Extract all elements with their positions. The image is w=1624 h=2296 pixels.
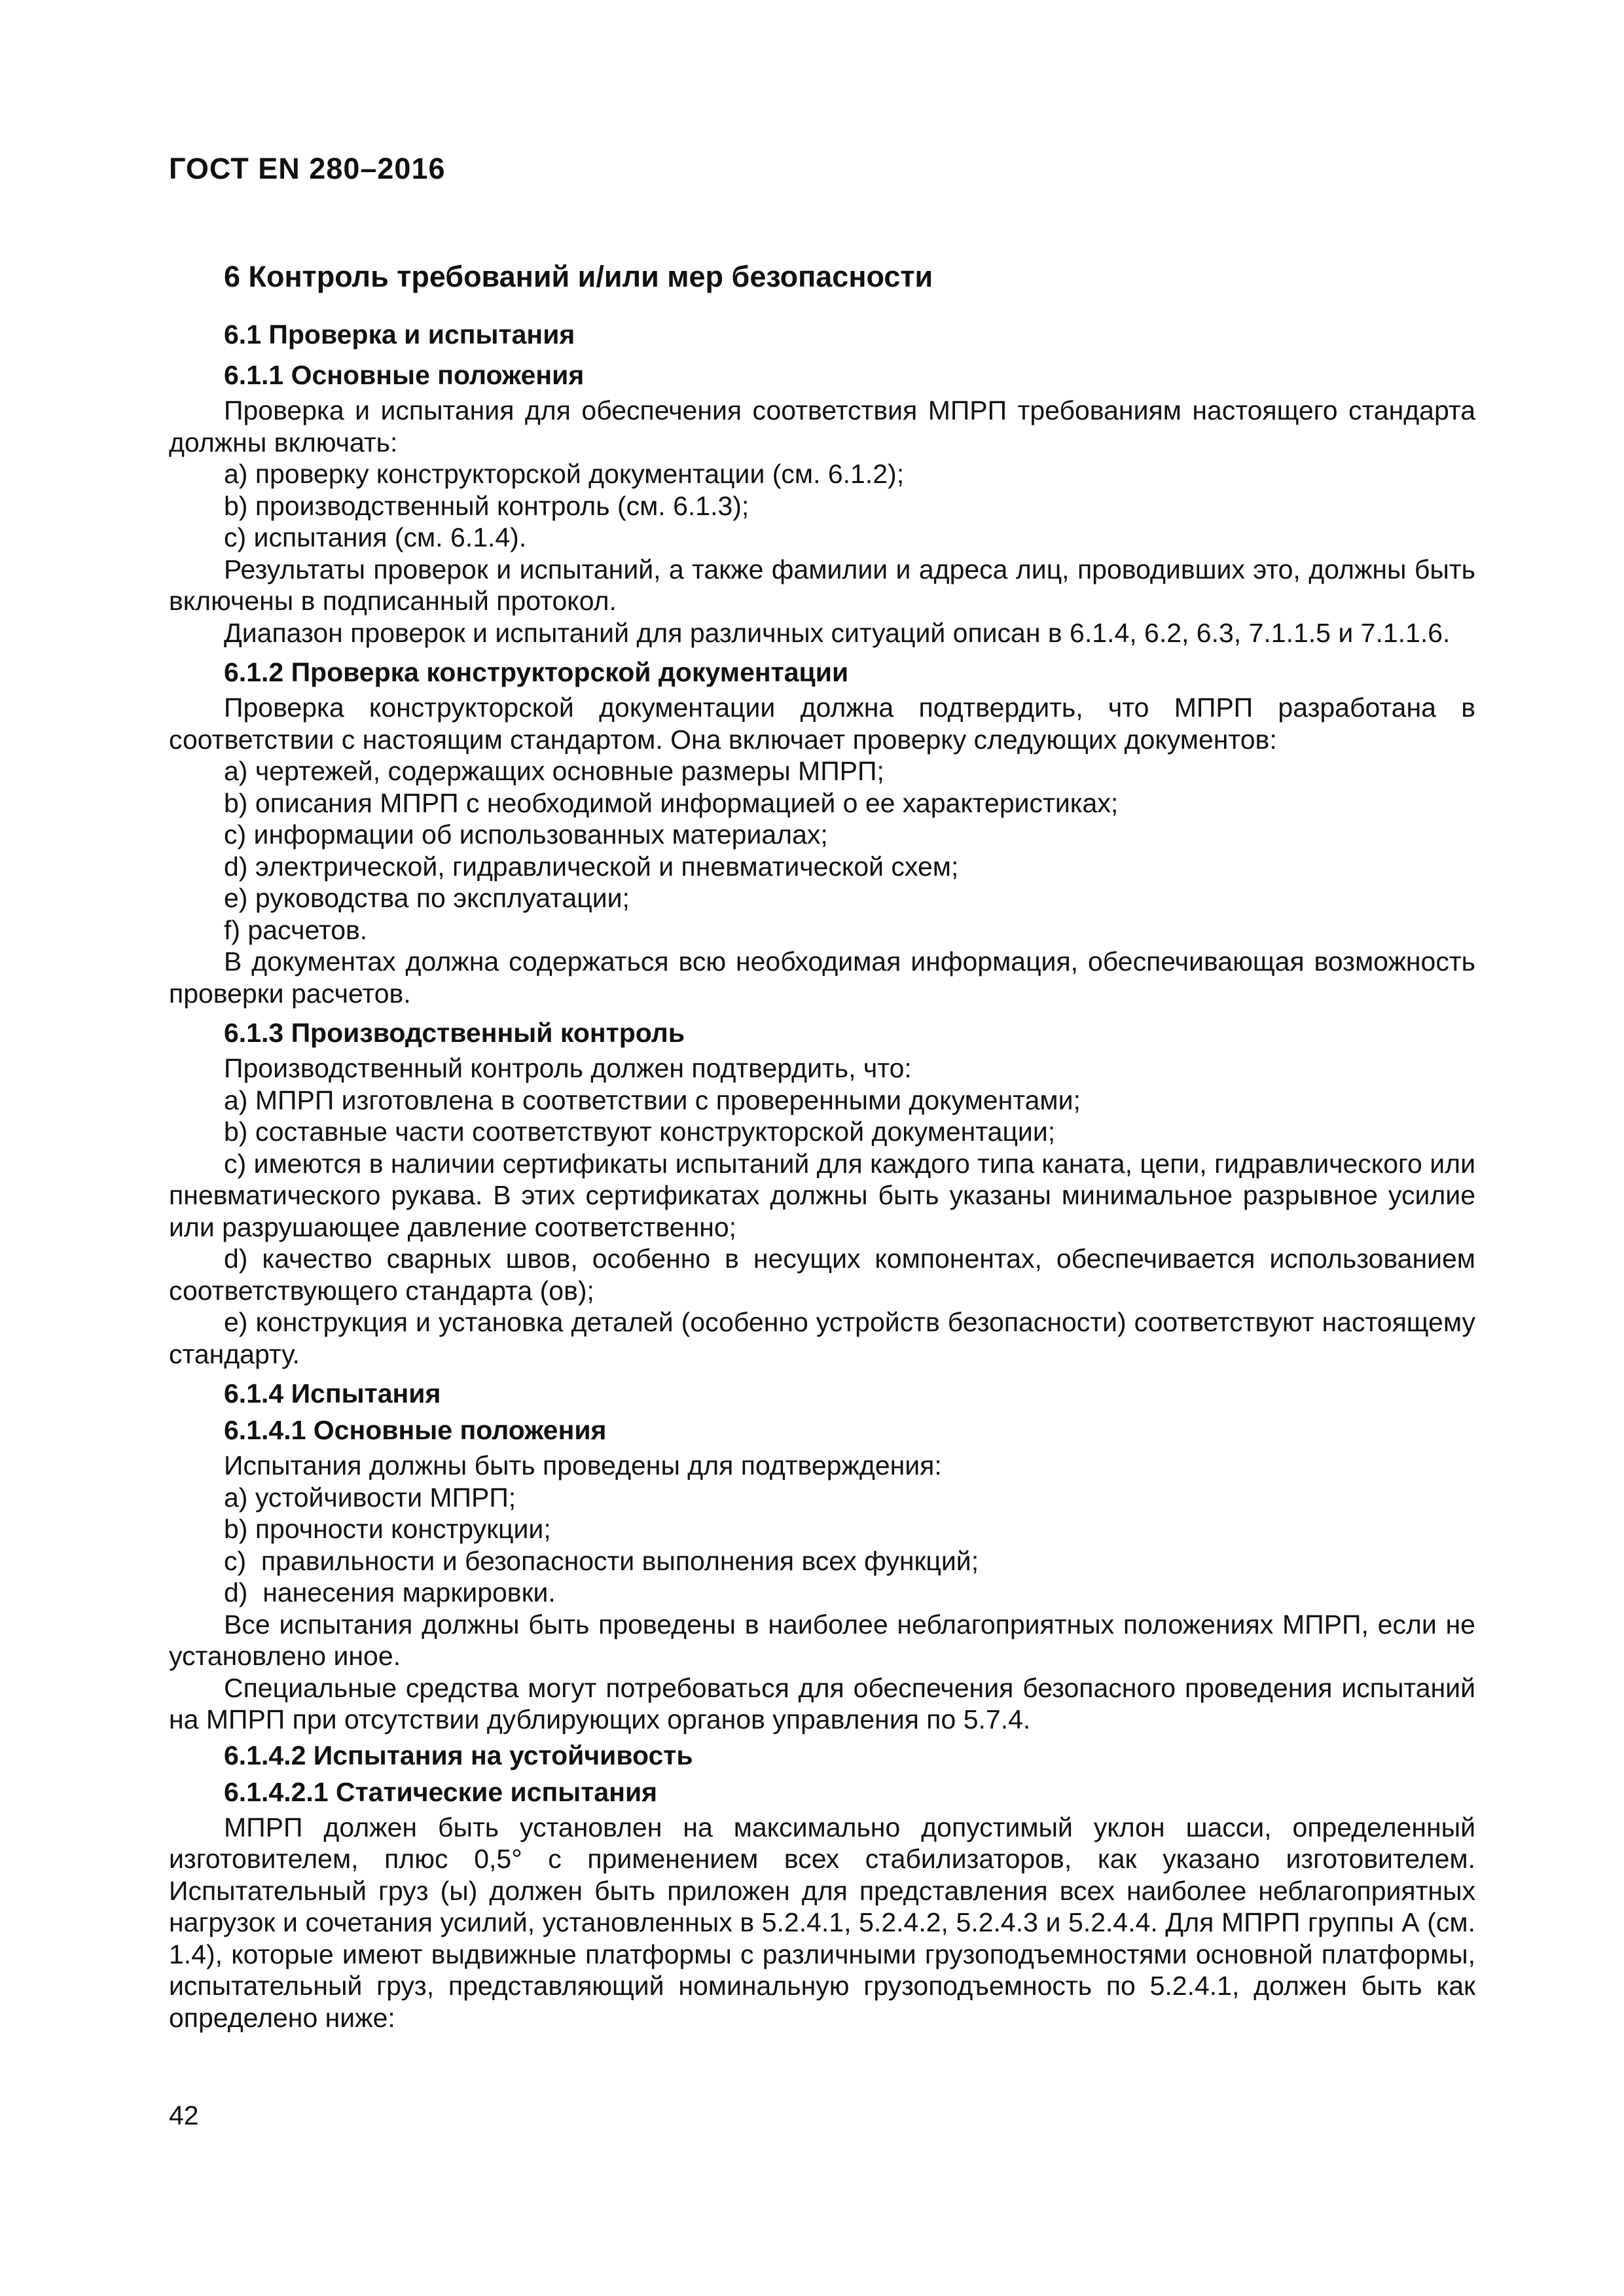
list-item: a) МПРП изготовлена в соответствии с проверенными документами; — [224, 1085, 1081, 1115]
list-item: c) правильности и безопасности выполнения всех функций; — [224, 1545, 979, 1576]
document-header: ГОСТ EN 280–2016 — [169, 152, 446, 185]
list-item: b) прочности конструкции; — [224, 1514, 551, 1544]
list-item: a) проверку конструкторской документации (см. 6.1.2); — [224, 459, 905, 489]
clause-title-6-1-4-1: 6.1.4.1 Основные положения — [224, 1415, 607, 1445]
list-item: b) составные части соответствуют конструкторской документации; — [224, 1117, 1056, 1147]
list-item: b) производственный контроль (см. 6.1.3); — [224, 490, 749, 521]
paragraph: Испытания должны быть проведены для подтверждения: — [224, 1450, 942, 1480]
paragraph: Результаты проверок и испытаний, а также фамилии и адреса лиц, проводивших это, должны быть включены в подписанный протокол. — [169, 554, 1475, 616]
clause-title-6-1-3: 6.1.3 Производственный контроль — [224, 1018, 685, 1048]
subsection-title-6-1: 6.1 Проверка и испытания — [224, 319, 575, 350]
clause-title-6-1-4: 6.1.4 Испытания — [224, 1378, 441, 1408]
list-item: c) испытания (см. 6.1.4). — [224, 522, 527, 552]
list-item: a) устойчивости МПРП; — [224, 1482, 516, 1513]
list-item: d) нанесения маркировки. — [224, 1577, 556, 1607]
paragraph: c) имеются в наличии сертификаты испытаний для каждого типа каната, цепи, гидравлического или пневматического рукава. В этих сертификатах должны быть указаны минимальное разрывное усилие или разрушающее давление соответственно; — [169, 1148, 1475, 1242]
paragraph: Производственный контроль должен подтвердить, что: — [224, 1053, 912, 1083]
list-item: e) руководства по эксплуатации; — [224, 883, 630, 913]
section-title: 6 Контроль требований и/или мер безопасности — [224, 260, 933, 293]
paragraph: МПРП должен быть установлен на максимально допустимый уклон шасси, определенный изготовителем, плюс 0,5° с применением всех стабилизаторов, как указано изготовителем. Испытательный груз (ы) должен быть приложен для представления всех наиболее неблагоприятных нагрузок и сочетания усилий, установленных в 5.2.4.1, 5.2.4.2, 5.2.4.3 и 5.2.4.4. Для МПРП группы А (см. 1.4), которые имеют выдвижные платформы с различными грузоподъемностями основной платформы, испытательный груз, представляющий номинальную грузоподъемность по 5.2.4.1, должен быть как определено ниже: — [169, 1812, 1475, 2033]
paragraph: Проверка и испытания для обеспечения соответствия МПРП требованиям настоящего стандарта должны включать: — [169, 395, 1475, 457]
clause-title-6-1-4-2: 6.1.4.2 Испытания на устойчивость — [224, 1740, 693, 1770]
clause-title-6-1-1: 6.1.1 Основные положения — [224, 360, 585, 390]
paragraph: Диапазон проверок и испытаний для различных ситуаций описан в 6.1.4, 6.2, 6.3, 7.1.1.5 и 7.1.1.6. — [224, 617, 1451, 648]
paragraph: d) качество сварных швов, особенно в несущих компонентах, обеспечивается использованием соответствующего стандарта (ов); — [169, 1244, 1475, 1306]
paragraph: Все испытания должны быть проведены в наиболее неблагоприятных положениях МПРП, если не установлено иное. — [169, 1609, 1475, 1671]
page-number: 42 — [169, 2100, 199, 2130]
document-body — [169, 259, 1475, 2034]
paragraph: Проверка конструкторской документации должна подтвердить, что МПРП разработана в соответствии с настоящим стандартом. Она включает проверку следующих документов: — [169, 692, 1475, 755]
list-item: c) информации об использованных материалах; — [224, 819, 828, 850]
list-item: b) описания МПРП с необходимой информацией о ее характеристиках; — [224, 787, 1119, 818]
paragraph: e) конструкция и установка деталей (особенно устройств безопасности) соответствуют настоящему стандарту. — [169, 1307, 1475, 1369]
list-item: d) электрической, гидравлической и пневматической схем; — [224, 851, 959, 882]
clause-title-6-1-4-2-1: 6.1.4.2.1 Статические испытания — [224, 1776, 658, 1807]
clause-title-6-1-2: 6.1.2 Проверка конструкторской документации — [224, 657, 849, 687]
list-item: f) расчетов. — [224, 914, 368, 945]
list-item: a) чертежей, содержащих основные размеры МПРП; — [224, 756, 884, 786]
paragraph: В документах должна содержаться всю необходимая информация, обеспечивающая возможность проверки расчетов. — [169, 946, 1475, 1009]
paragraph: Специальные средства могут потребоваться для обеспечения безопасного проведения испытаний на МПРП при отсутствии дублирующих органов управления по 5.7.4. — [169, 1672, 1475, 1734]
